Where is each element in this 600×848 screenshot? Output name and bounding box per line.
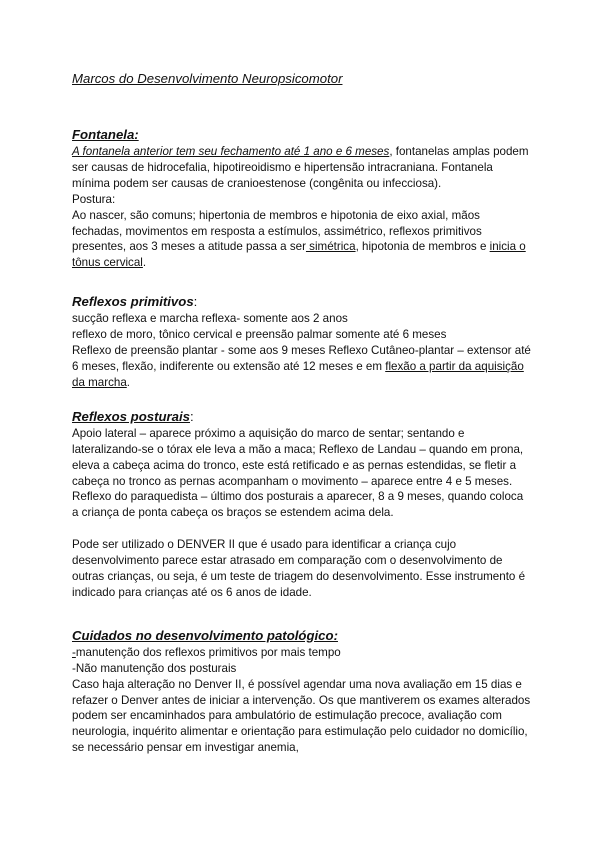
postura-underlined-simetrica: simétrica — [305, 240, 356, 254]
postura-paragraph — [72, 208, 532, 272]
reflexos-primitivos-line-3-end: . — [126, 375, 131, 389]
fontanela-rest-text: , fontanelas amplas podem ser causas de hidrocefalia, hipotireoidismo e hipertensão intracraniana. Fontanela mínima podem ser causas de cranioestenose (congênita ou infecciosa). — [72, 145, 529, 190]
cuidados-paragraph: Caso haja alteração no Denver II, é possível agendar uma nova avaliação em 15 dias e refazer o Denver antes de iniciar a intervenção. Os que mantiverem os exames alterados podem ser encaminhados para ambulatório de estimulação precoce, avaliação com neurologia, inquérito alimentar e orientação para estimulação pelo cuidador no domicílio, se necessário pensar em investigar anemia, — [72, 677, 531, 755]
reflexos-primitivos-heading — [72, 293, 532, 311]
cuidados-heading — [72, 627, 532, 645]
reflexos-primitivos-colon: : — [193, 294, 198, 310]
cuidados-heading-text: Cuidados no desenvolvimento patológico: — [72, 627, 338, 643]
fontanela-paragraph — [72, 144, 532, 192]
reflexos-primitivos-underlined: flexão a partir da aquisição da marcha — [72, 359, 524, 389]
cuidados-item-2: -Não manutenção dos posturais — [72, 661, 237, 675]
reflexos-posturais-paragraph-2: Reflexo do paraquedista – último dos posturais a aparecer, 8 a 9 meses, quando coloca a criança de ponta cabeça os braços se estendem acima dela. — [72, 490, 524, 520]
reflexos-posturais-paragraph-1: Apoio lateral – aparece próximo a aquisição do marco de sentar; sentando e lateralizando-se o tórax ele leva a mão a maca; Reflexo de Landau – quando em prona, eleva a cabeça acima do tronco, este está retificado e as pernas estendidas, se fletir a cabeça no tronco as pernas acompanham o movimento – aparece entre 4 e 5 meses. — [72, 426, 524, 488]
document-title: Marcos do Desenvolvimento Neuropsicomotor — [72, 71, 343, 86]
cuidados-item-1 — [72, 645, 532, 661]
reflexos-primitivos-heading-text: Reflexos primitivos — [72, 294, 194, 310]
cuidados-item-1-dash: - — [72, 645, 76, 659]
cuidados-item-1-text: manutenção dos reflexos primitivos por mais tempo — [75, 645, 341, 659]
postura-underlined-tonus: inicia o tônus cervical — [72, 240, 526, 270]
reflexos-primitivos-line-2: reflexo de moro, tônico cervical e preensão palmar somente até 6 meses — [72, 328, 447, 342]
reflexos-primitivos-line-3-text: Reflexo de preensão plantar - some aos 9 meses Reflexo Cutâneo-plantar – extensor até 6 meses, flexão, indiferente ou extensão até 12 meses e em — [72, 344, 531, 373]
postura-text-b: , hipotonia de membros e — [355, 240, 490, 254]
reflexos-posturais-heading — [72, 408, 532, 426]
postura-text-c: . — [142, 256, 147, 270]
denver-paragraph: Pode ser utilizado o DENVER II que é usado para identificar a criança cujo desenvolvimento parece estar atrasado em comparação com o desenvolvimento de outras crianças, ou seja, é um teste de triagem do desenvolvimento. Esse instrumento é indicado para crianças até os 6 anos de idade. — [72, 538, 526, 599]
fontanela-underlined-text: A fontanela anterior tem seu fechamento até 1 ano e 6 meses — [72, 145, 390, 158]
postura-label: Postura: — [72, 192, 116, 206]
reflexos-posturais-colon: : — [190, 408, 194, 424]
fontanela-heading — [72, 126, 532, 144]
reflexos-primitivos-line-3 — [72, 343, 532, 391]
reflexos-posturais-heading-text: Reflexos posturais — [72, 408, 190, 424]
reflexos-primitivos-line-1: sucção reflexa e marcha reflexa- somente aos 2 anos — [72, 312, 348, 326]
fontanela-heading-text: Fontanela: — [72, 127, 139, 142]
document-page — [72, 70, 532, 756]
postura-text-a: Ao nascer, são comuns; hipertonia de membros e hipotonia de eixo axial, mãos fechadas, movimentos em resposta a estímulos, assimétrico, reflexos primitivos presentes, aos 3 meses a atitude passa a ser — [72, 208, 482, 254]
